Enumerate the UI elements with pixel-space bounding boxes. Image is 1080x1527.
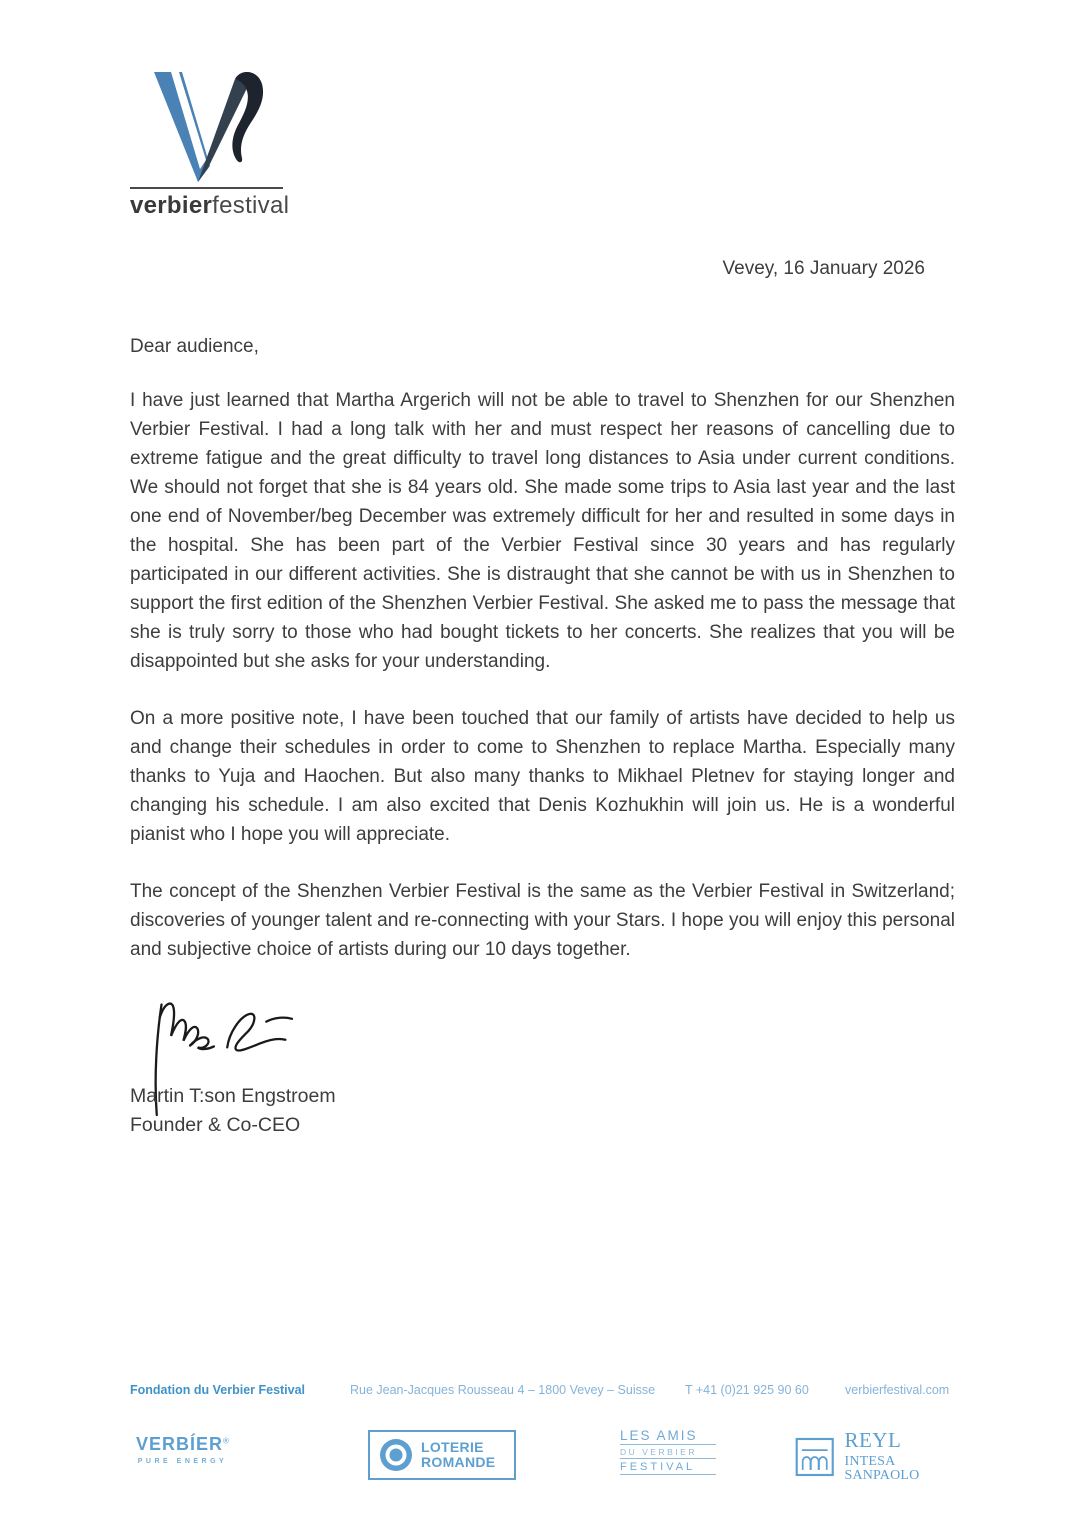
footer-organization: Fondation du Verbier Festival — [130, 1383, 306, 1397]
verbier-resort-name: VERBÍER — [136, 1434, 224, 1454]
footer-website: verbierfestival.com — [845, 1383, 950, 1397]
loterie-romande-circle-icon — [378, 1437, 414, 1473]
reyl-arches-icon — [795, 1434, 834, 1480]
verbier-resort-logo — [130, 1434, 235, 1465]
loterie-romande-logo — [368, 1430, 516, 1480]
verbier-resort-tagline: PURE ENERGY — [137, 1458, 228, 1465]
signer-title: Founder & Co-CEO — [130, 1114, 301, 1136]
verbier-v-note-icon — [146, 72, 298, 182]
footer-phone: T +41 (0)21 925 90 60 — [685, 1383, 809, 1397]
signature-block — [130, 990, 955, 1140]
paragraph-replacements: On a more positive note, I have been touched that our family of artists have decided to help us and change their schedules in order to come to Shenzhen to replace Martha. Especially many thanks to Yuja and Haochen. But also many thanks to Mikhael Pletnev for staying longer and changing his schedule. I am also excited that Denis Kozhukhin will join us. He is a wonderful pianist who I hope you will appreciate. — [130, 708, 955, 845]
reyl-text — [844, 1430, 955, 1483]
loterie-line2: ROMANDE — [421, 1454, 496, 1470]
sponsor-logos-row — [130, 1428, 955, 1503]
signer-name: Martin T:son Engstroem — [130, 1085, 336, 1107]
reyl-logo — [795, 1430, 955, 1483]
reyl-subname: INTESA SANPAOLO — [844, 1454, 920, 1483]
footer-contact-row — [130, 1383, 955, 1397]
les-amis-line3: FESTIVAL — [620, 1461, 716, 1475]
registered-mark: ® — [223, 1436, 229, 1446]
salutation: Dear audience, — [130, 336, 259, 357]
reyl-name: REYL — [844, 1428, 902, 1452]
les-amis-line1: LES AMIS — [620, 1428, 716, 1445]
logo-divider-line — [130, 187, 283, 189]
wordmark-verbier: verbier — [130, 192, 213, 219]
loterie-romande-text — [421, 1440, 495, 1470]
les-amis-line2: DU VERBIER — [620, 1447, 716, 1459]
paragraph-concept: The concept of the Shenzhen Verbier Festival is the same as the Verbier Festival in Switzerland; discoveries of younger talent and re-connecting with your Stars. I hope you will enjoy this personal and subjective choice of artists during our 10 days together. — [130, 881, 955, 960]
wordmark — [130, 192, 955, 220]
signer — [130, 1082, 336, 1140]
les-amis-logo — [620, 1428, 716, 1477]
dateline: Vevey, 16 January 2026 — [722, 258, 925, 279]
paragraph-cancellation: I have just learned that Martha Argerich will not be able to travel to Shenzhen for our Shenzhen Verbier Festival. I had a long talk with her and must respect her reasons of cancelling due to extreme fatigue and the great difficulty to travel long distances to Asia under current conditions. We should not forget that she is 84 years old. She made some trips to Asia last year and the last one end of November/beg December was extremely difficult for her and resulted in some days in the hospital. She has been part of the Verbier Festival since 30 years and has regularly participated in our different activities. She is distraught that she cannot be with us in Shenzhen to support the first edition of the Shenzhen Verbier Festival. She asked me to pass the message that she is truly sorry to those who had bought tickets to her concerts. She realizes that you will be disappointed but she asks for your understanding. — [130, 390, 955, 672]
letter-content — [130, 0, 955, 1140]
footer-address: Rue Jean-Jacques Rousseau 4 – 1800 Vevey – Suisse — [350, 1383, 656, 1397]
wordmark-festival: festival — [212, 192, 290, 219]
verbier-festival-logo — [130, 0, 955, 220]
loterie-line1: LOTERIE — [421, 1439, 484, 1455]
